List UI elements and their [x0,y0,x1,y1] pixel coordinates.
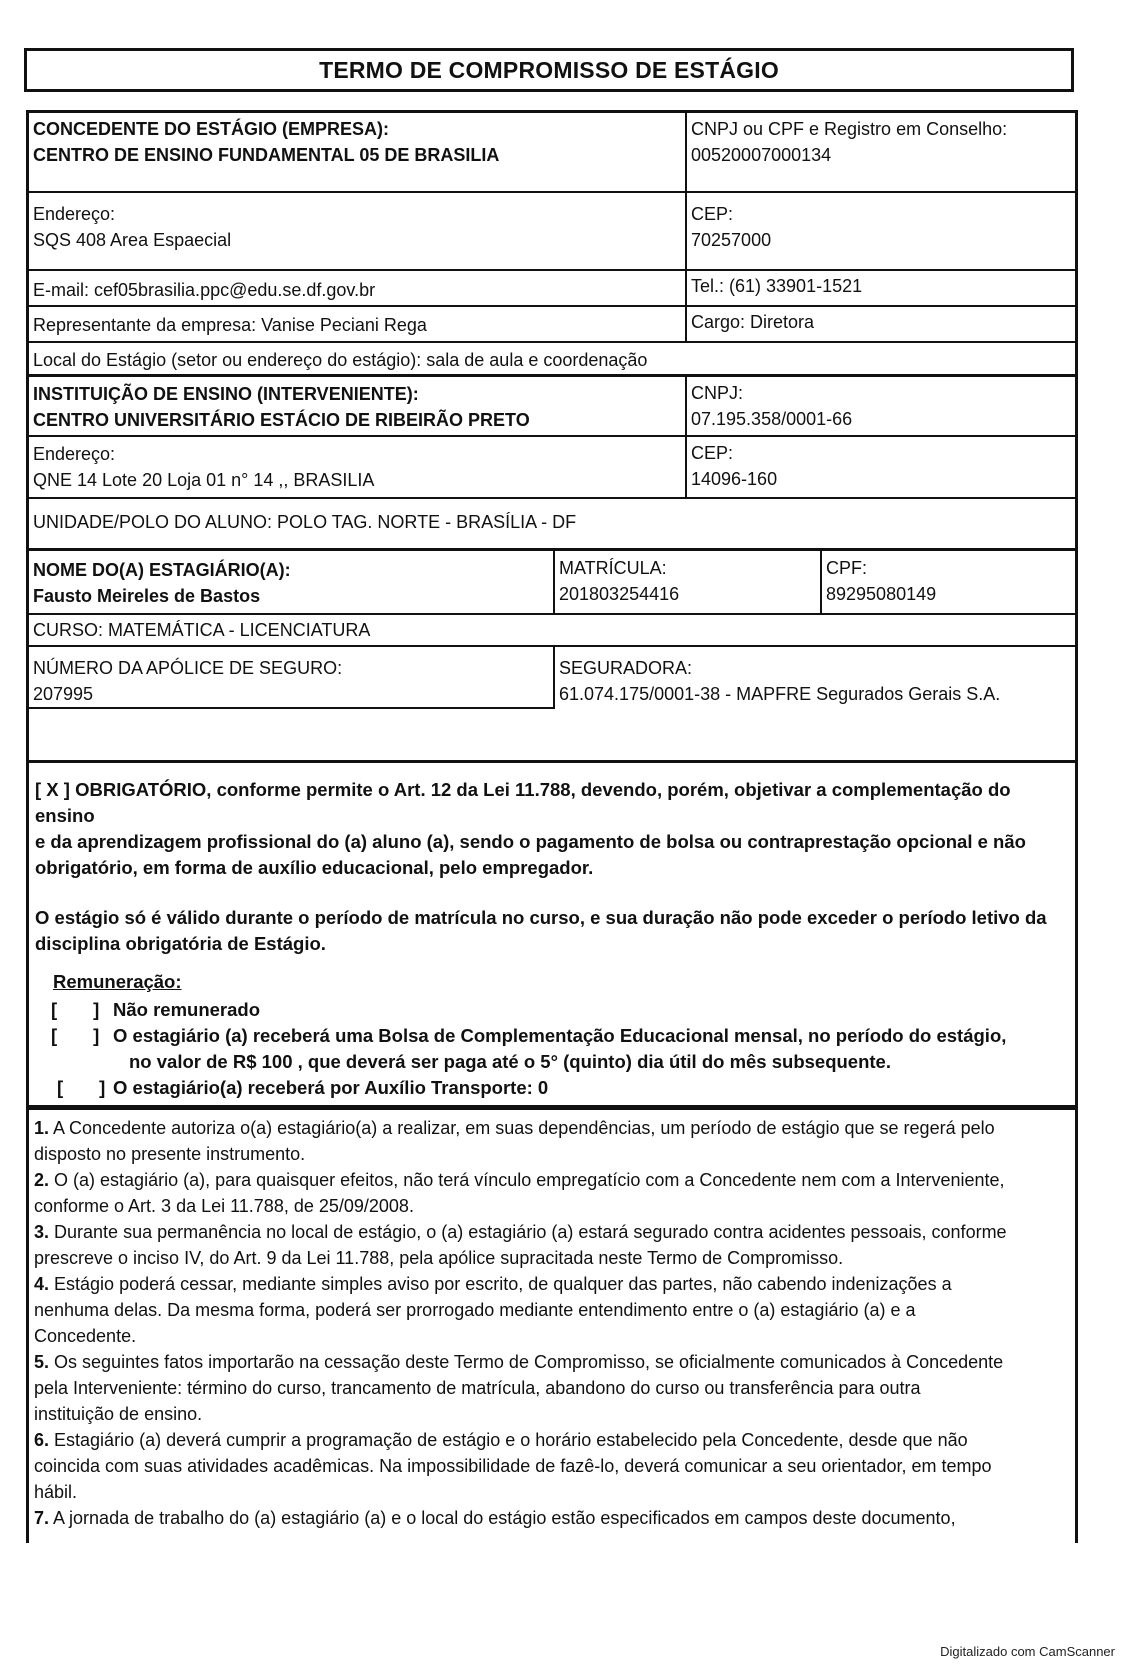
concedente-representative: Representante da empresa: Vanise Peciani Rega [29,307,687,341]
cpf: 89295080149 [826,584,937,604]
option-bolsa-cont [35,1049,1069,1075]
concedente-cep: 70257000 [691,230,772,250]
clause-text: Estagiário (a) deverá cumprir a programação de estágio e o horário estabelecido pela Concedente, desde que não [54,1430,968,1450]
student-unit: UNIDADE/POLO DO ALUNO: POLO TAG. NORTE - BRASÍLIA - DF [33,512,577,532]
clause-number: 7. [34,1508,50,1528]
instituicao-cnpj: 07.195.358/0001-66 [691,409,853,429]
cpf-cell [822,551,1075,613]
instituicao-address: QNE 14 Lote 20 Loja 01 n° 14 ,, BRASILIA [33,470,375,490]
clause-text: A jornada de trabalho do (a) estagiário (a) e o local do estágio estão especificados em campos deste documento, [53,1508,956,1528]
clause-text: conforme o Art. 3 da Lei 11.788, de 25/09/2008. [34,1196,414,1216]
clause-2-line-1 [34,1167,1070,1193]
instituicao-cnpj-cell [687,377,1075,435]
concedente-cep-cell [687,193,1075,269]
clause-6-line-3 [34,1479,1070,1505]
instituicao-address-cell [29,437,687,497]
validity-line-2: disciplina obrigatória de Estágio. [35,933,326,954]
policy-label: NÚMERO DA APÓLICE DE SEGURO: [33,658,343,678]
clause-text: Estágio poderá cessar, mediante simples aviso por escrito, de qualquer das partes, não cabendo indenizações a [54,1274,952,1294]
internship-location: Local do Estágio (setor ou endereço do estágio): sala de aula e coordenação [33,350,648,370]
concedente-tel: Tel.: (61) 33901-1521 [691,276,863,296]
clause-5-line-3 [34,1401,1070,1427]
clause-3-line-2 [34,1245,1070,1271]
instituicao-label: INSTITUIÇÃO DE ENSINO (INTERVENIENTE): [33,384,419,404]
estagiario-name: Fausto Meireles de Bastos [33,586,261,606]
concedente-label: CONCEDENTE DO ESTÁGIO (EMPRESA): [33,119,390,139]
clause-text: coincida com suas atividades acadêmicas. Na impossibilidade de fazê-lo, deverá comunicar a seu orientador, em tempo [34,1456,992,1476]
concedente-cnpj-label: CNPJ ou CPF e Registro em Conselho: [691,119,1008,139]
clause-6-line-1 [34,1427,1070,1453]
estagiario-name-cell [29,551,555,613]
clause-4-line-3 [34,1323,1070,1349]
clause-1-line-2 [34,1141,1070,1167]
option-1-label: Não remunerado [113,999,261,1020]
course-row [29,615,1075,647]
obrigatorio-section [26,763,1078,1108]
instituicao-cell [29,377,687,435]
remuneracao-title: Remuneração: [53,971,182,992]
clause-number: 2. [34,1170,50,1190]
parties-table [26,110,1078,763]
clause-1-line-1 [34,1115,1070,1141]
clause-number: 3. [34,1222,50,1242]
concedente-cep-label: CEP: [691,204,734,224]
option-transporte[interactable] [35,1075,1069,1101]
concedente-address: SQS 408 Area Espaecial [33,230,232,250]
matricula-label: MATRÍCULA: [559,558,667,578]
local-row [29,343,1075,377]
unit-row [29,499,1075,551]
policy-cell [29,647,555,709]
concedente-address-label: Endereço: [33,204,116,224]
insurer: 61.074.175/0001-38 - MAPFRE Segurados Gerais S.A. [559,684,1001,704]
matricula: 201803254416 [559,584,680,604]
option-3-label: O estagiário(a) receberá por Auxílio Transporte: 0 [113,1077,549,1098]
obrigatorio-line-1: [ X ] OBRIGATÓRIO, conforme permite o Art. 12 da Lei 11.788, devendo, porém, objetivar a complementação do ensino [35,779,1011,826]
document-title: TERMO DE COMPROMISSO DE ESTÁGIO [24,48,1074,92]
clause-5-line-2 [34,1375,1070,1401]
contact-row [29,271,1075,307]
option-2-checkbox[interactable]: [ ] [51,1025,100,1046]
clause-number: 4. [34,1274,50,1294]
cpf-label: CPF: [826,558,868,578]
clause-text: O (a) estagiário (a), para quaisquer efeitos, não terá vínculo empregatício com a Concedente nem com a Interveniente, [54,1170,1005,1190]
obrigatorio-line-3: obrigatório, em forma de auxílio educacional, pelo empregador. [35,857,594,878]
clause-text: A Concedente autoriza o(a) estagiário(a) a realizar, em suas dependências, um período de estágio que se regerá pelo [53,1118,995,1138]
clauses-list [34,1115,1070,1531]
clause-4-line-2 [34,1297,1070,1323]
option-2-label: O estagiário (a) receberá uma Bolsa de Complementação Educacional mensal, no período do estágio, [113,1025,1007,1046]
insurer-cell [555,647,1075,710]
clause-number: 5. [34,1352,50,1372]
concedente-name: CENTRO DE ENSINO FUNDAMENTAL 05 DE BRASILIA [33,145,500,165]
clause-text: Os seguintes fatos importarão na cessação deste Termo de Compromisso, se oficialmente comunicados à Concedente [54,1352,1004,1372]
validity-line-1: O estágio só é válido durante o período de matrícula no curso, e sua duração não pode exceder o período letivo da [35,907,1047,928]
clause-7-line-1 [34,1505,1070,1531]
clause-text: Concedente. [34,1326,137,1346]
instituicao-cep-label: CEP: [691,443,734,463]
instituicao-address-row [29,437,1075,499]
concedente-address-row [29,193,1075,271]
insurer-label: SEGURADORA: [559,658,693,678]
instituicao-address-label: Endereço: [33,444,116,464]
concedente-cell [29,113,687,191]
option-bolsa[interactable] [35,1023,1069,1049]
clause-text: pela Interveniente: término do curso, trancamento de matrícula, abandono do curso ou transferência para outra [34,1378,921,1398]
matricula-cell [555,551,822,613]
instituicao-cep-cell [687,437,1075,497]
clause-text: Durante sua permanência no local de estágio, o (a) estagiário (a) estará segurado contra acidentes pessoais, conforme [54,1222,1007,1242]
estagiario-row [29,551,1075,615]
instituicao-row [29,377,1075,437]
clause-text: disposto no presente instrumento. [34,1144,306,1164]
concedente-address-cell [29,193,687,269]
concedente-cnpj: 00520007000134 [691,145,832,165]
option-nao-remunerado[interactable] [35,997,1069,1023]
representative-row [29,307,1075,343]
instituicao-name: CENTRO UNIVERSITÁRIO ESTÁCIO DE RIBEIRÃO PRETO [33,410,530,430]
policy-row [29,647,1075,710]
clause-2-line-2 [34,1193,1070,1219]
concedente-email: E-mail: cef05brasilia.ppc@edu.se.df.gov.br [29,271,687,305]
concedente-cnpj-cell [687,113,1075,191]
clause-5-line-1 [34,1349,1070,1375]
estagiario-name-label: NOME DO(A) ESTAGIÁRIO(A): [33,560,291,580]
option-2-continuation: no valor de R$ 100 , que deverá ser paga até o 5° (quinto) dia útil do mês subsequente. [129,1051,891,1072]
clauses-section [26,1108,1078,1543]
scanner-footer: Digitalizado com CamScanner [940,1644,1115,1659]
clause-text: instituição de ensino. [34,1404,203,1424]
concedente-row [29,113,1075,193]
clause-number: 1. [34,1118,50,1138]
clause-6-line-2 [34,1453,1070,1479]
option-3-checkbox[interactable]: [ ] [57,1077,106,1098]
option-1-checkbox[interactable]: [ ] [51,999,100,1020]
clause-text: prescreve o inciso IV, do Art. 9 da Lei 11.788, pela apólice supracitada neste Termo de Compromisso. [34,1248,844,1268]
clause-text: nenhuma delas. Da mesma forma, poderá ser prorrogado mediante entendimento entre o (a) estagiário (a) e a [34,1300,916,1320]
clause-4-line-1 [34,1271,1070,1297]
concedente-role: Cargo: Diretora [691,312,815,332]
course: CURSO: MATEMÁTICA - LICENCIATURA [33,620,371,640]
instituicao-cnpj-label: CNPJ: [691,383,744,403]
obrigatorio-line-2: e da aprendizagem profissional do (a) aluno (a), sendo o pagamento de bolsa ou contraprestação opcional e não [35,831,1026,852]
policy-number: 207995 [33,684,94,704]
instituicao-cep: 14096-160 [691,469,778,489]
clause-3-line-1 [34,1219,1070,1245]
clause-text: hábil. [34,1482,78,1502]
clause-number: 6. [34,1430,50,1450]
